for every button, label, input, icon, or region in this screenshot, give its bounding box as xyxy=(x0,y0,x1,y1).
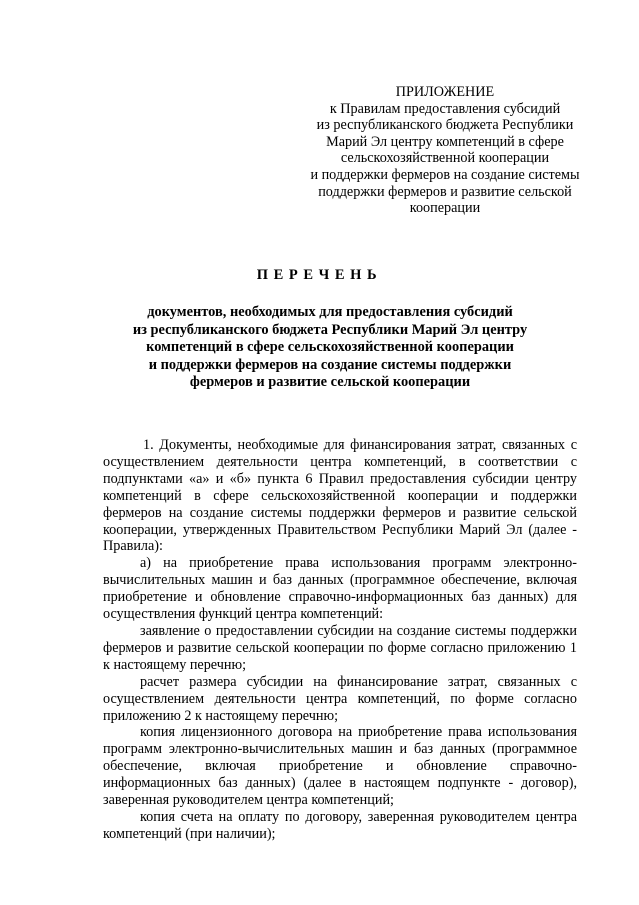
subtitle-line: фермеров и развитие сельской кооперации xyxy=(189,374,471,391)
document-body xyxy=(103,437,577,843)
body-paragraph: расчет размера субсидии на финансирование затрат, связанных с осуществлением деятельности центра компетенций, по форме согласно приложению 2 к настоящему перечню; xyxy=(103,673,577,724)
subtitle-line: документов, необходимых для предоставления субсидий xyxy=(147,304,513,320)
subtitle-line: и поддержки фермеров на создание системы поддержки xyxy=(148,356,512,373)
subtitle-line: компетенций в сфере сельскохозяйственной кооперации xyxy=(146,339,514,356)
body-paragraph: копия счета на оплату по договору, заверенная руководителем центра компетенций (при наличии); xyxy=(103,808,577,842)
appendix-block xyxy=(285,84,605,217)
subtitle-line: из республиканского бюджета Республики Марий Эл центру xyxy=(132,321,528,338)
appendix-line: поддержки фермеров и развитие сельской xyxy=(318,183,572,200)
body-paragraph: а) на приобретение права использования программ электронно-вычислительных машин и баз данных (программное обеспечение, включая приобретение и обновление справочно-информационных баз данных) для осуществления функций центра компетенций: xyxy=(103,555,577,623)
appendix-line: и поддержки фермеров на создание системы xyxy=(310,166,580,183)
appendix-line: сельскохозяйственной кооперации xyxy=(340,150,550,167)
appendix-heading: ПРИЛОЖЕНИЕ xyxy=(395,84,495,100)
body-paragraph: копия лицензионного договора на приобретение права использования программ электронно-вычислительных машин и баз данных (программное обеспечение, включая приобретение и обновление справочно-информационных баз данных) (далее в настоящем подпункте - договор), заверенная руководителем центра компетенций; xyxy=(103,724,577,809)
body-paragraph: 1. Документы, необходимые для финансирования затрат, связанных с осуществлением деятельности центра компетенций, в соответствии с подпунктами «а» и «б» пункта 6 Правил предоставления субсидии центру компетенций в сфере сельскохозяйственной кооперации и поддержки фермеров на создание системы поддержки фермеров и развитие сельской кооперации, утвержденных Правительством Республики Марий Эл (далее - Правила): xyxy=(103,437,577,555)
appendix-line: Марий Эл центру компетенций в сфере xyxy=(326,133,564,150)
document-title: ПЕРЕЧЕНЬ xyxy=(256,267,383,283)
appendix-line: к Правилам предоставления субсидий xyxy=(329,100,561,117)
appendix-line: из республиканского бюджета Республики xyxy=(316,117,574,134)
body-paragraph: заявление о предоставлении субсидии на создание системы поддержки фермеров и развитие сельской кооперации по форме согласно приложению 1 к настоящему перечню; xyxy=(103,622,577,673)
appendix-line: кооперации xyxy=(409,200,481,217)
document-subtitle xyxy=(100,304,560,392)
